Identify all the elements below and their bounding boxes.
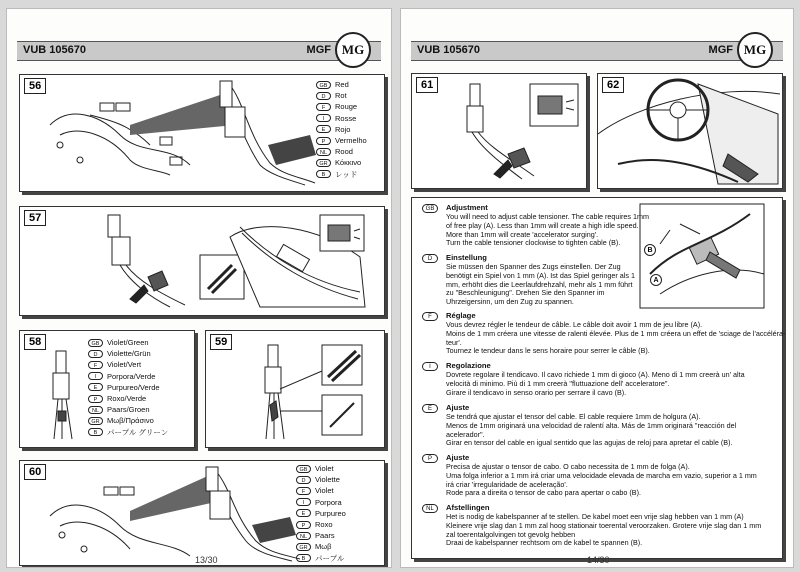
legend-row: I Porpora/Verde xyxy=(88,371,168,382)
legend-row: E Purpureo/Verde xyxy=(88,382,168,393)
step-56-panel xyxy=(19,74,385,192)
legend-row: B レッド xyxy=(316,169,367,180)
mg-logo: MG xyxy=(335,32,371,68)
heat-shrink-illustration xyxy=(412,74,584,184)
mg-logo: MG xyxy=(737,32,773,68)
step-57-panel xyxy=(19,206,385,316)
legend-row: GR Κόκκινο xyxy=(316,157,367,168)
legend-row: E Purpureo xyxy=(296,508,346,519)
legend-row: P Roxo xyxy=(296,519,346,530)
right-page xyxy=(400,8,794,568)
legend-row: P Roxo/Verde xyxy=(88,393,168,404)
cable-tensioner-illustration xyxy=(640,204,764,308)
step-62-panel xyxy=(597,73,783,189)
diagram-label-b: B xyxy=(644,244,656,256)
legend-row: E Rojo xyxy=(316,124,367,135)
steering-wheel-illustration xyxy=(598,74,780,184)
instructions-panel: B A GB Adjustment You will need to adjust cable tensioner. The cable requires 1mm of free play (A). Less than 1mm will create a high idle speed. More than 1mm will create 'accelerator surging'. Turn the cable tensioner clockwise to tighten cable (B). D Einstellung Sie müssen den Spanner des Zugs einstellen. Der Zug benötigt ein Spiel von 1 mm (A). Ist das Spiel geringer als 1 mm, erhöht dies die Leerlaufdrehzahl, mehr als 1 mm führt zu "Beschleunigung". Drehen Sie den Spanner im Uhrzeigersinn, um den Zug zu spannen. F Réglage Vous devrez régler le tendeur de câble. Le câble doit avoir 1 mm de jeu libre (A). Moins de 1 mm créera une vitesse de ralenti élevée. Plus de 1 mm créera un effet de 'sciage de l'accéléra- teur'. Tournez le tendeur dans le sens horaire pour serrer le câble (B). I Regolazione Dovrete regolare il tendicavo. Il cavo richiede 1 mm di gioco (A). Meno di 1 mm creerà un' alta velocità di minimo. Più di 1 mm creerà "fluttuazione dell' acceleratore". Girare il tendicavo in senso orario per serrare il cavo (B). E Ajuste Se tendrá que ajustar el tensor del cable. El cable requiere 1mm de holgura (A). Menos de 1mm originará una velocidad de ralentí alta. Más de 1mm originará "reacción del acelerador". Girar en tensor del cable en igual sentido que las agujas de reloj para apretar el cable (B). P Ajuste Precisa de ajustar o tensor de cabo. O cabo necessita de 1 mm de folga (A). Uma folga inferior a 1 mm irá criar uma velocidade elevada de marcha em vazio, superior a 1 mm irá criar 'irregularidade de aceleração'. Rode para a direita o tensor de cabo para apertar o cabo (B). NL Afstellingen Het is nodig de kabelspanner af te stellen. De kabel moet een vrije slag hebben van 1 mm (A) Kleinere vrije slag dan 1 mm zal hoog stationair toerental veroorzaken. Grotere vrije slag dan 1 mm zal toerentalgolvingen tot gevolg hebben Draai de kabelspanner rechtsom om de kabel te spannen (B). xyxy=(411,197,783,559)
legend-row: GR Μωβ xyxy=(296,541,346,552)
connector-illustration xyxy=(206,331,382,443)
legend-row: NL Paars xyxy=(296,530,346,541)
legend-row: F Violet/Vert xyxy=(88,359,168,370)
document-code: VUB 105670 xyxy=(417,44,480,56)
step-number: 56 xyxy=(24,78,46,94)
color-legend xyxy=(88,337,168,438)
model-name: MGF xyxy=(306,44,331,56)
step-61-panel xyxy=(411,73,587,189)
legend-row: D Violette xyxy=(296,474,346,485)
model-name: MGF xyxy=(708,44,733,56)
step-59-panel xyxy=(205,330,385,448)
left-page xyxy=(6,8,392,568)
legend-row: GB Violet/Green xyxy=(88,337,168,348)
legend-row: GB Violet xyxy=(296,463,346,474)
step-number: 58 xyxy=(24,334,46,350)
step-number: 62 xyxy=(602,77,624,93)
connector-illustration xyxy=(20,207,380,311)
step-number: 61 xyxy=(416,77,438,93)
diagram-label-a: A xyxy=(650,274,662,286)
legend-row: D Rot xyxy=(316,90,367,101)
step-58-panel xyxy=(19,330,195,448)
legend-row: NL Paars/Groen xyxy=(88,404,168,415)
step-number: 59 xyxy=(210,334,232,350)
legend-row: I Rosse xyxy=(316,113,367,124)
page-number: 13/30 xyxy=(195,555,218,565)
legend-row: GR Μωβ/Πράσινο xyxy=(88,415,168,426)
step-number: 60 xyxy=(24,464,46,480)
color-legend xyxy=(316,79,367,180)
legend-row: F Violet xyxy=(296,485,346,496)
legend-row: P Vermelho xyxy=(316,135,367,146)
step-number: 57 xyxy=(24,210,46,226)
step-60-panel xyxy=(19,460,385,566)
legend-row: NL Rood xyxy=(316,146,367,157)
page-header xyxy=(17,41,381,61)
legend-row: F Rouge xyxy=(316,101,367,112)
color-legend xyxy=(296,463,346,564)
page-number: 14/30 xyxy=(587,555,610,565)
legend-row: B パープル グリーン xyxy=(88,427,168,438)
document-code: VUB 105670 xyxy=(23,44,86,56)
legend-row: B パープル xyxy=(296,553,346,564)
page-header xyxy=(411,41,783,61)
legend-row: I Porpora xyxy=(296,497,346,508)
legend-row: GB Red xyxy=(316,79,367,90)
legend-row: D Violette/Grün xyxy=(88,348,168,359)
